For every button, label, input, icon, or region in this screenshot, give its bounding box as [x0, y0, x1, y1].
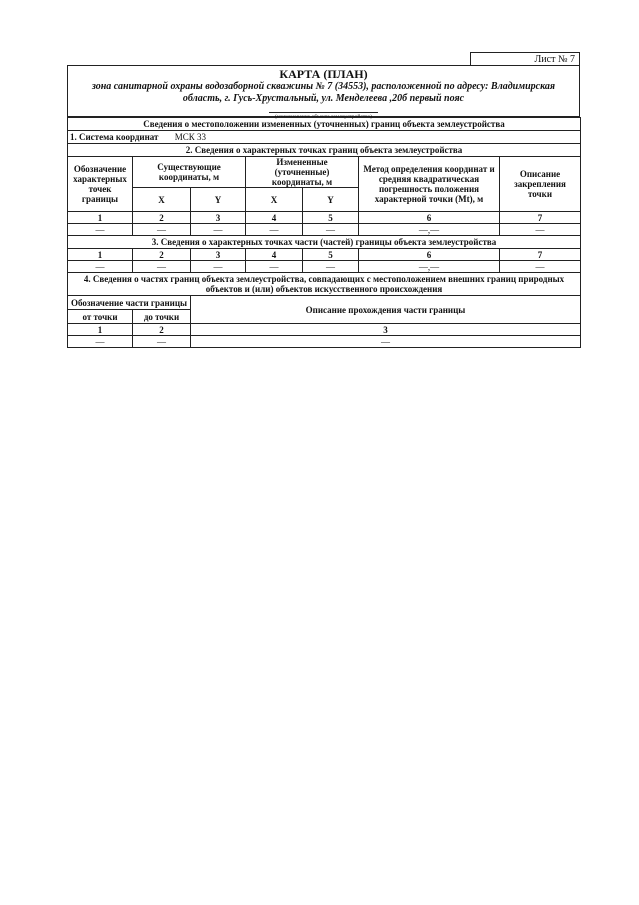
table-cell: 1 [68, 212, 133, 224]
col-changed-y: Y [303, 188, 359, 212]
section3-row [68, 236, 581, 249]
table-cell: 6 [359, 212, 500, 224]
table-cell: 7 [500, 212, 581, 224]
table-cell: — [133, 261, 191, 273]
table-cell: 2 [133, 212, 191, 224]
table-cell: 4 [246, 249, 303, 261]
section3-numbers [68, 249, 581, 261]
col-existing-y: Y [191, 188, 246, 212]
section2-header-top [68, 157, 581, 188]
table-cell: — [246, 224, 303, 236]
object-caption: (наименование объекта землеустройства) [269, 112, 378, 121]
table-cell: —,— [359, 224, 500, 236]
section4-title: 4. Сведения о частях границ объекта землеустройства, совпадающих с местоположением внешних границ природных объектов и (или) объектов искусственного происхождения [68, 273, 581, 296]
col-part: Обозначение части границы [68, 296, 191, 310]
document-header [67, 65, 580, 120]
section2-numbers [68, 212, 581, 224]
table-cell: — [500, 224, 581, 236]
col-method: Метод определения координат и средняя квадратическая погрешность положения характерной точки (Mt), м [359, 157, 500, 212]
table-cell: — [191, 224, 246, 236]
document-title: КАРТА (ПЛАН) [279, 67, 368, 81]
section3-dashes [68, 261, 581, 273]
table-cell: — [133, 224, 191, 236]
coord-system-value: МСК 33 [174, 132, 206, 142]
table-cell: 1 [68, 249, 133, 261]
col-to: до точки [133, 310, 191, 324]
table-cell: 5 [303, 212, 359, 224]
table-cell: — [133, 336, 191, 348]
section-main-title: Сведения о местоположении измененных (уточненных) границ объекта землеустройства [68, 118, 581, 131]
section2-row [68, 144, 581, 157]
table-cell: 2 [133, 324, 191, 336]
col-changed: Измененные (уточненные) координаты, м [246, 157, 359, 188]
table-cell: — [500, 261, 581, 273]
section4-header-top [68, 296, 581, 310]
table-cell: 7 [500, 249, 581, 261]
section2-title: 2. Сведения о характерных точках границ объекта землеустройства [68, 144, 581, 157]
boundary-table [67, 117, 581, 348]
table-cell: 3 [191, 212, 246, 224]
table-cell: — [191, 336, 581, 348]
col-point: Обозначение характерных точек границы [68, 157, 133, 212]
table-cell: 2 [133, 249, 191, 261]
table-cell: 6 [359, 249, 500, 261]
col-existing-x: X [133, 188, 191, 212]
table-cell: —,— [359, 261, 500, 273]
table-cell: — [303, 261, 359, 273]
section3-title: 3. Сведения о характерных точках части (частей) границы объекта землеустройства [68, 236, 581, 249]
section-main-row [68, 118, 581, 131]
section2-dashes [68, 224, 581, 236]
section4-numbers [68, 324, 581, 336]
table-cell: 3 [191, 249, 246, 261]
table-cell: — [246, 261, 303, 273]
col-changed-x: X [246, 188, 303, 212]
col-from: от точки [68, 310, 133, 324]
coord-system-row [68, 131, 581, 144]
sheet-number: Лист № 7 [470, 52, 580, 66]
coord-system-cell [68, 131, 581, 144]
table-cell: — [303, 224, 359, 236]
table-cell: 1 [68, 324, 133, 336]
col-existing: Существующие координаты, м [133, 157, 246, 188]
section4-dashes [68, 336, 581, 348]
table-cell: — [68, 261, 133, 273]
table-cell: 3 [191, 324, 581, 336]
document-subtitle: зона санитарной охраны водозаборной скважины № 7 (34553), расположенной по адресу: Владимирская область, г. Гусь-Хрустальный, ул. Менделеева ,20б первый пояс [91, 81, 556, 104]
col-desc: Описание прохождения части границы [191, 296, 581, 324]
col-fix: Описание закрепления точки [500, 157, 581, 212]
table-cell: — [191, 261, 246, 273]
table-cell: 5 [303, 249, 359, 261]
section4-row [68, 273, 581, 296]
table-cell: — [68, 336, 133, 348]
coord-system-label: 1. Система координат [70, 132, 159, 142]
table-cell: 4 [246, 212, 303, 224]
table-cell: — [68, 224, 133, 236]
